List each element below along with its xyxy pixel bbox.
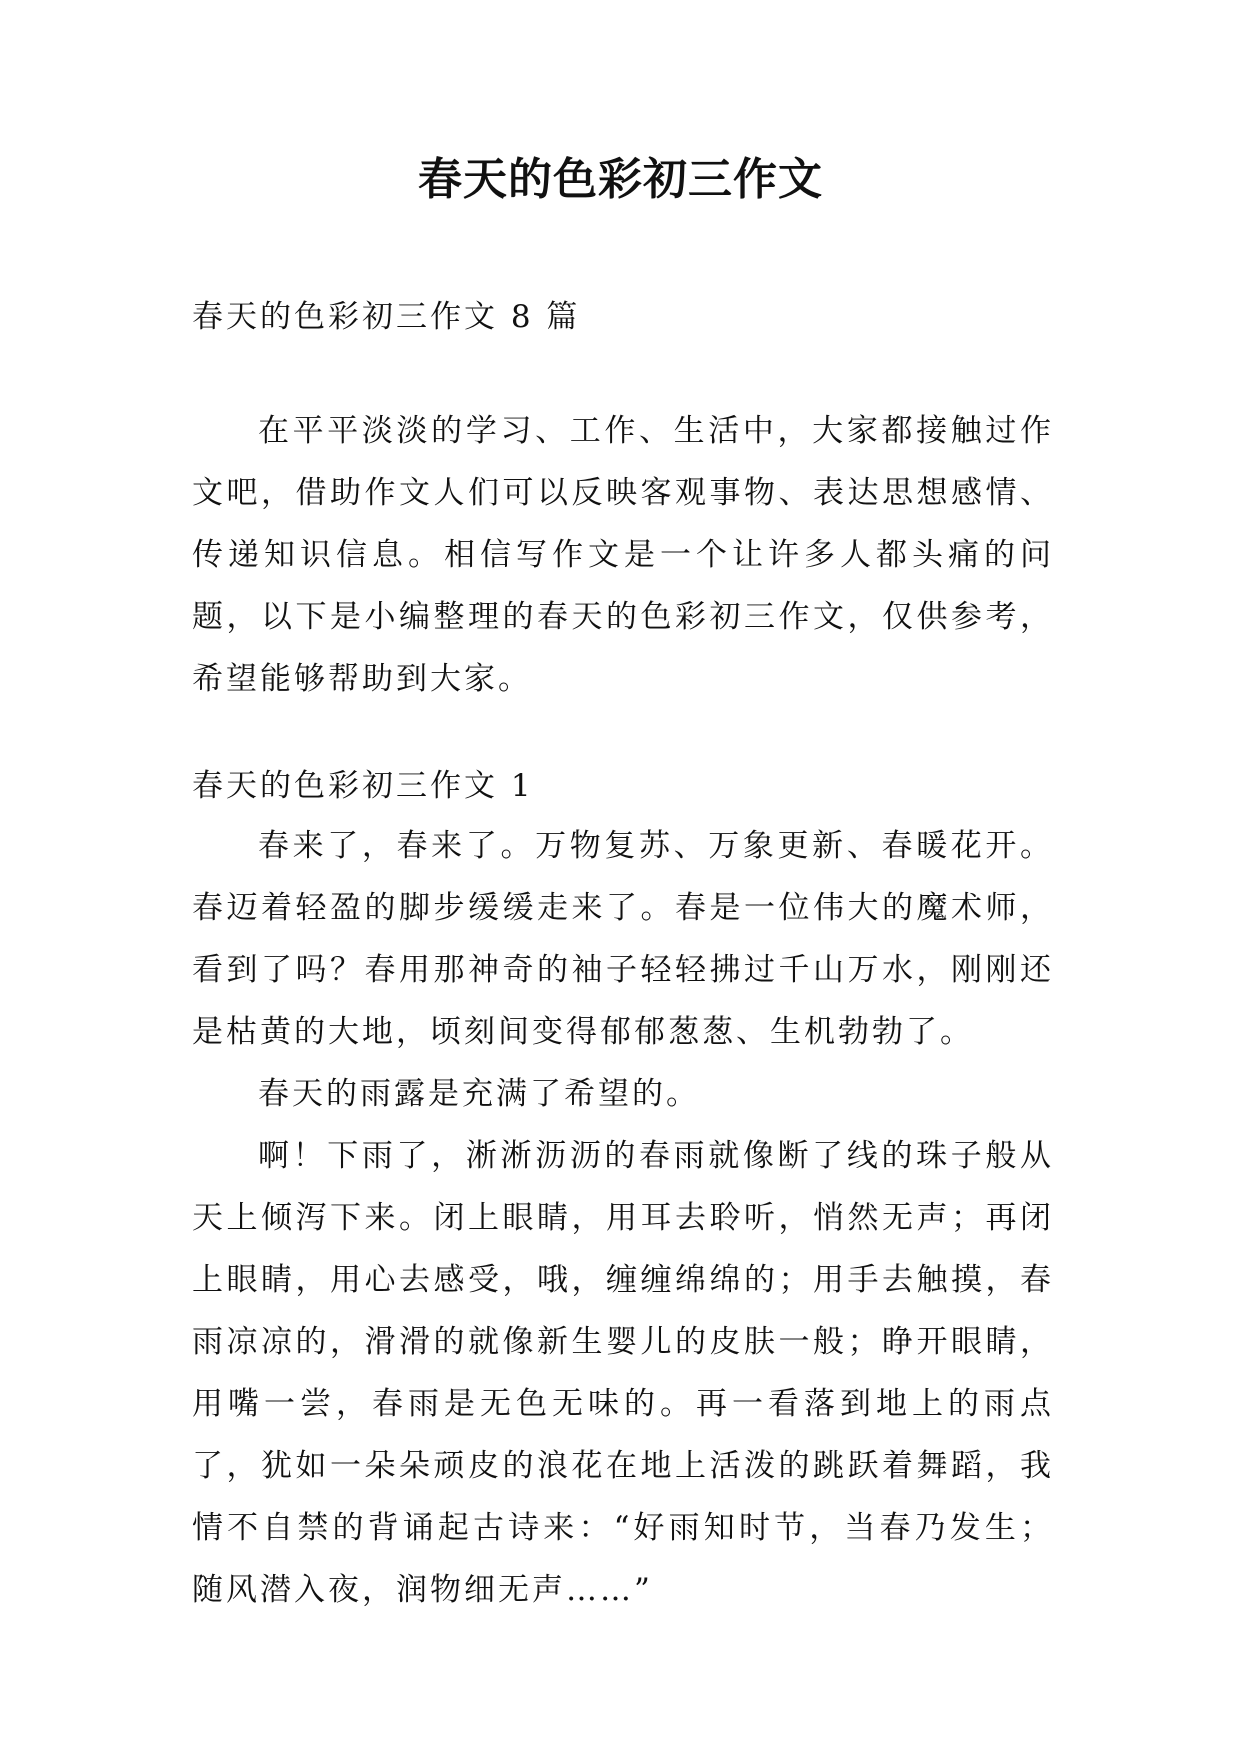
essay-paragraph: 春天的雨露是充满了希望的。 [258,1076,700,1112]
document-subtitle: 春天的色彩初三作文 8 篇 [192,299,581,335]
essay-body [192,815,1054,1621]
section-heading: 春天的色彩初三作文 1 [192,768,534,804]
document-title: 春天的色彩初三作文 [418,154,823,205]
intro-paragraph: 在平平淡淡的学习、工作、生活中，大家都接触过作文吧，借助作文人们可以反映客观事物、表达思想感情、传递知识信息。相信写作文是一个让许多人都头痛的问题，以下是小编整理的春天的色彩初三作文，仅供参考，希望能够帮助到大家。 [192,413,1054,697]
essay-paragraph: 啊！下雨了，淅淅沥沥的春雨就像断了线的珠子般从天上倾泻下来。闭上眼睛，用耳去聆听，悄然无声；再闭上眼睛，用心去感受，哦，缠缠绵绵的；用手去触摸，春雨凉凉的，滑滑的就像新生婴儿的皮肤一般；睁开眼睛，用嘴一尝，春雨是无色无味的。再一看落到地上的雨点了，犹如一朵朵顽皮的浪花在地上活泼的跳跃着舞蹈，我情不自禁的背诵起古诗来：“好雨知时节，当春乃发生；随风潜入夜，润物细无声……” [192,1138,1054,1608]
intro-section [192,400,1054,710]
essay-paragraph: 春来了，春来了。万物复苏、万象更新、春暖花开。春迈着轻盈的脚步缓缓走来了。春是一位伟大的魔术师，看到了吗？春用那神奇的袖子轻轻拂过千山万水，刚刚还是枯黄的大地，顷刻间变得郁郁葱葱、生机勃勃了。 [192,828,1054,1050]
